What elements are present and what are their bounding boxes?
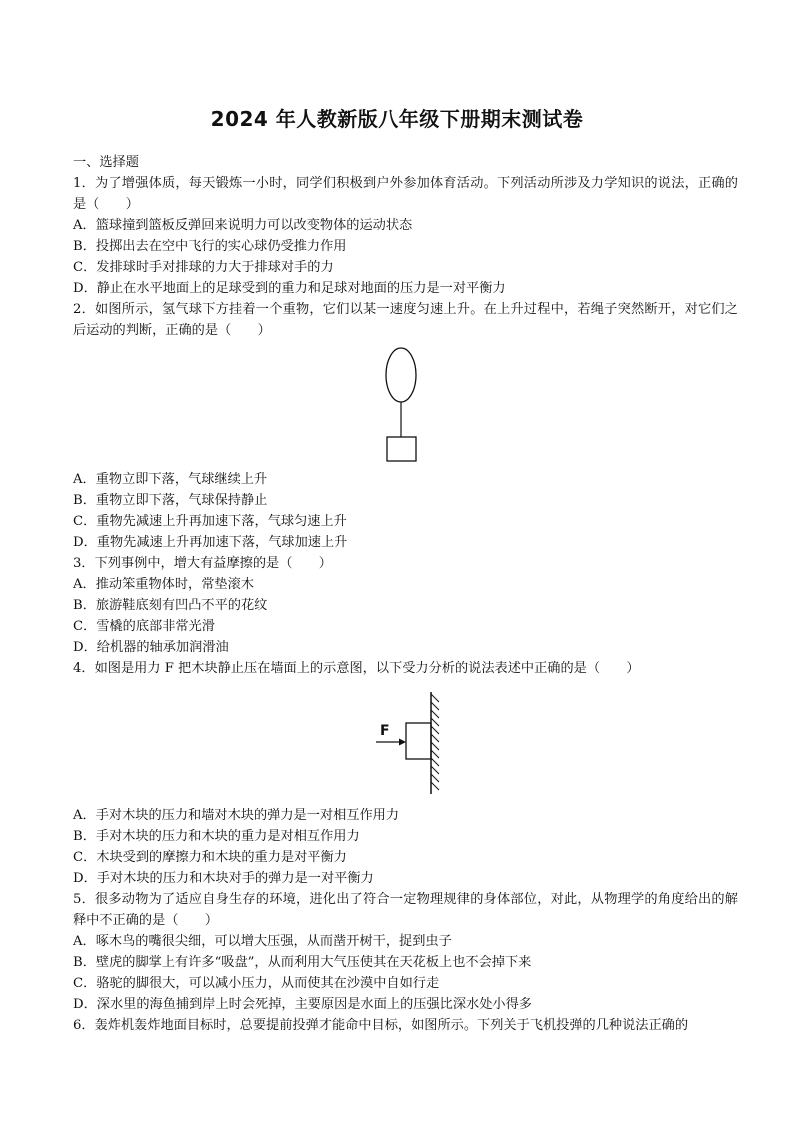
question-2-option-b: B．重物立即下落，气球保持静止 — [73, 493, 268, 508]
question-4-option-a: A．手对木块的压力和墙对木块的弹力是一对相互作用力 — [73, 808, 400, 823]
question-1-option-b: B．投掷出去在空中飞行的实心球仍受推力作用 — [73, 239, 347, 254]
question-5-stem: 5．很多动物为了适应自身生存的环境，进化出了符合一定物理规律的身体部位，对此，从物理学的角度给出的解释中不正确的是（ ） — [73, 892, 738, 928]
question-5-option-b: B．壁虎的脚掌上有许多“吸盘”，从而利用大气压使其在天花板上也不会掉下来 — [73, 955, 532, 970]
question-1-option-c: C．发排球时手对排球的力大于排球对手的力 — [73, 260, 334, 275]
question-4-stem: 4．如图是用力 F 把木块静止压在墙面上的示意图，以下受力分析的说法表述中正确的是（ ） — [73, 661, 640, 676]
force-arrow-head — [399, 739, 406, 746]
question-2-option-c: C．重物先减速上升再加速下落，气球匀速上升 — [73, 514, 347, 529]
balloon-shape — [386, 348, 416, 402]
wooden-block — [406, 723, 431, 759]
force-label: F — [380, 723, 390, 739]
balloon-figure — [370, 344, 434, 468]
question-2-option-d: D．重物先减速上升再加速下落，气球加速上升 — [73, 535, 348, 550]
question-4-option-c: C．木块受到的摩擦力和木块的重力是对平衡力 — [73, 850, 347, 865]
wall-block-figure — [372, 690, 462, 800]
question-3-option-c: C．雪橇的底部非常光滑 — [73, 619, 215, 634]
question-4-option-b: B．手对木块的压力和木块的重力是对相互作用力 — [73, 829, 360, 844]
question-4-option-d: D．手对木块的压力和木块对手的弹力是一对平衡力 — [73, 871, 374, 886]
question-5-option-a: A．啄木鸟的嘴很尖细，可以增大压强，从而凿开树干，捉到虫子 — [73, 934, 452, 949]
section-heading: 一、选择题 — [73, 155, 139, 170]
page-title: 2024 年人教新版八年级下册期末测试卷 — [210, 107, 584, 131]
question-3-stem: 3．下列事例中，增大有益摩擦的是（ ） — [73, 556, 332, 571]
question-3-option-b: B．旅游鞋底刻有凹凸不平的花纹 — [73, 598, 268, 613]
question-1-option-d: D．静止在水平地面上的足球受到的重力和足球对地面的压力是一对平衡力 — [73, 281, 506, 296]
question-6-stem: 6．轰炸机轰炸地面目标时，总要提前投弹才能命中目标，如图所示。下列关于飞机投弹的几种说法正确的 — [73, 1018, 689, 1033]
wall-hatching — [431, 694, 439, 790]
question-3-option-d: D．给机器的轴承加润滑油 — [73, 640, 229, 655]
question-1-option-a: A．篮球撞到篮板反弹回来说明力可以改变物体的运动状态 — [73, 218, 413, 233]
question-2-option-a: A．重物立即下落，气球继续上升 — [73, 472, 268, 487]
question-1-stem: 1．为了增强体质，每天锻炼一小时，同学们积极到户外参加体育活动。下列活动所涉及力学知识的说法，正确的是（ ） — [73, 176, 738, 212]
question-2-stem: 2．如图所示，氢气球下方挂着一个重物，它们以某一速度匀速上升。在上升过程中，若绳子突然断开，对它们之后运动的判断，正确的是（ ） — [73, 302, 738, 338]
question-3-option-a: A．推动笨重物体时，常垫滚木 — [73, 577, 254, 592]
weight-block — [387, 437, 416, 461]
question-5-option-d: D．深水里的海鱼捕到岸上时会死掉，主要原因是水面上的压强比深水处小得多 — [73, 997, 532, 1012]
question-5-option-c: C．骆驼的脚很大，可以减小压力，从而使其在沙漠中自如行走 — [73, 976, 440, 991]
